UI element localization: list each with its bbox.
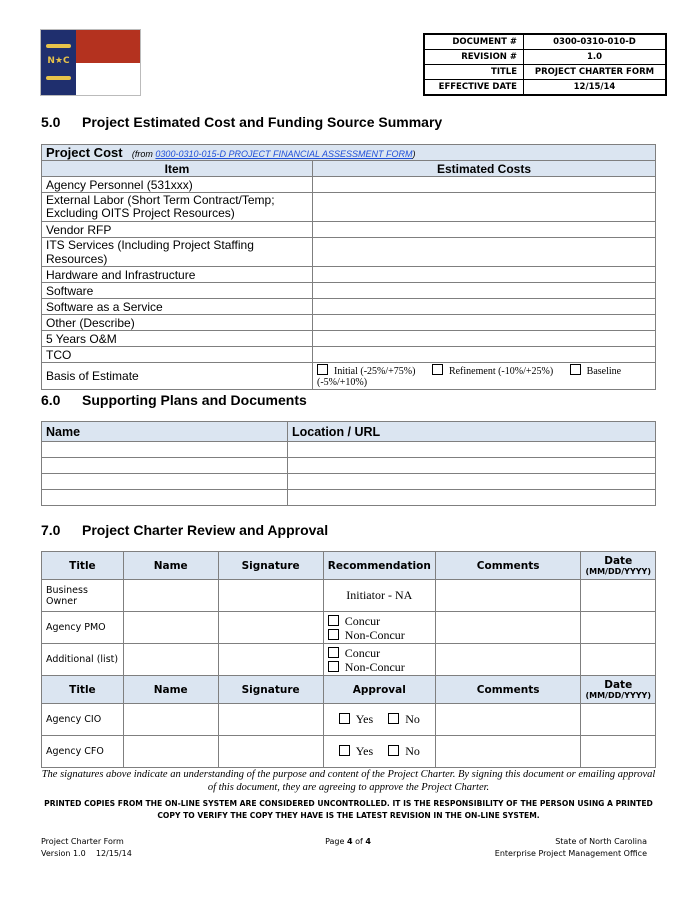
- effective-date-value: 12/15/14: [524, 80, 667, 96]
- review-approval-table: [41, 551, 656, 768]
- section-5-heading: 5.0 Project Estimated Cost and Funding Source Summary: [41, 114, 443, 130]
- date-cell[interactable]: [581, 612, 656, 644]
- date-cell[interactable]: [581, 644, 656, 676]
- location-url-column-header: Location / URL: [288, 422, 656, 442]
- plan-location-cell[interactable]: [288, 474, 656, 490]
- comments-column-header: Comments: [435, 676, 581, 704]
- table-row: [42, 458, 656, 474]
- comments-cell[interactable]: [435, 644, 581, 676]
- title-column-header: Title: [42, 676, 124, 704]
- cost-input-cell[interactable]: [313, 315, 656, 331]
- plan-name-cell[interactable]: [42, 490, 288, 506]
- cost-input-cell[interactable]: [313, 222, 656, 238]
- table-row: Agency CFO Yes No: [42, 736, 656, 768]
- footer-office: Enterprise Project Management Office: [494, 849, 647, 858]
- footer-form-name: Project Charter Form: [41, 837, 124, 846]
- comments-cell[interactable]: [435, 612, 581, 644]
- supporting-plans-table: [41, 421, 656, 506]
- table-row: Software: [42, 283, 656, 299]
- table-row: 5 Years O&M: [42, 331, 656, 347]
- date-cell[interactable]: [581, 580, 656, 612]
- yes-checkbox[interactable]: [339, 713, 350, 724]
- plan-location-cell[interactable]: [288, 458, 656, 474]
- comments-cell[interactable]: [435, 580, 581, 612]
- cost-input-cell[interactable]: [313, 347, 656, 363]
- name-column-header: Name: [42, 422, 288, 442]
- concur-checkbox[interactable]: [328, 647, 339, 658]
- non-concur-checkbox[interactable]: [328, 629, 339, 640]
- cost-input-cell[interactable]: [313, 193, 656, 222]
- footer-version: Version 1.0 12/15/14: [41, 849, 132, 858]
- table-row: External Labor (Short Term Contract/Temp; Excluding OITS Project Resources): [42, 193, 656, 222]
- table-row: Software as a Service: [42, 299, 656, 315]
- project-cost-table: [41, 144, 656, 390]
- table-row: ITS Services (Including Project Staffing Resources): [42, 238, 656, 267]
- table-row: [42, 490, 656, 506]
- approval-column-header: Approval: [323, 676, 435, 704]
- baseline-option-label: Baseline (-5%/+10%): [317, 366, 622, 388]
- signature-cell[interactable]: [218, 644, 323, 676]
- signature-cell[interactable]: [218, 736, 323, 768]
- name-column-header: Name: [123, 552, 218, 580]
- signature-note: The signatures above indicate an understanding of the purpose and content of the Project Charter. By signing this document or emailing approval of this document, they are agreeing to approve the Project Charter.: [41, 769, 656, 793]
- estimated-costs-column-header: Estimated Costs: [313, 161, 656, 177]
- project-cost-title: Project Cost: [46, 145, 123, 160]
- table-row: Business Owner Initiator - NA: [42, 580, 656, 612]
- comments-cell[interactable]: [435, 704, 581, 736]
- table-row: [42, 442, 656, 458]
- basis-of-estimate-row: [42, 363, 656, 390]
- name-cell[interactable]: [123, 612, 218, 644]
- effective-date-label: EFFECTIVE DATE: [424, 80, 524, 96]
- cost-input-cell[interactable]: [313, 299, 656, 315]
- date-cell[interactable]: [581, 736, 656, 768]
- initial-option-label: Initial (-25%/+75%): [334, 366, 416, 377]
- uncontrolled-copy-warning: PRINTED COPIES FROM THE ON-LINE SYSTEM ARE CONSIDERED UNCONTROLLED. IT IS THE RESPONSIBILITY OF THE PERSON USING A PRINTED COPY TO VERIFY THE COPY THEY HAVE IS THE LATEST REVISION IN THE ON-LINE SYSTEM.: [44, 799, 653, 820]
- plan-location-cell[interactable]: [288, 442, 656, 458]
- table-row: Vendor RFP: [42, 222, 656, 238]
- revision-label: REVISION #: [424, 50, 524, 65]
- table-row: Other (Describe): [42, 315, 656, 331]
- section-7-heading: 7.0 Project Charter Review and Approval: [41, 522, 329, 538]
- no-checkbox[interactable]: [388, 713, 399, 724]
- table-row: [42, 474, 656, 490]
- no-checkbox[interactable]: [388, 745, 399, 756]
- cost-source-ref: (from 0300-0310-015-D PROJECT FINANCIAL ASSESSMENT FORM): [131, 149, 416, 159]
- table-row: Agency Personnel (531xxx): [42, 177, 656, 193]
- concur-checkbox[interactable]: [328, 615, 339, 626]
- item-column-header: Item: [42, 161, 313, 177]
- date-cell[interactable]: [581, 704, 656, 736]
- comments-column-header: Comments: [435, 552, 581, 580]
- cost-input-cell[interactable]: [313, 177, 656, 193]
- title-label: TITLE: [424, 65, 524, 80]
- basis-of-estimate-label: Basis of Estimate: [42, 363, 313, 390]
- signature-cell[interactable]: [218, 580, 323, 612]
- document-info-table: [423, 33, 667, 96]
- baseline-checkbox[interactable]: [570, 364, 581, 375]
- cost-input-cell[interactable]: [313, 331, 656, 347]
- footer-left: [41, 836, 132, 860]
- table-row: Hardware and Infrastructure: [42, 267, 656, 283]
- plan-location-cell[interactable]: [288, 490, 656, 506]
- nc-flag-letters: N★C: [47, 56, 70, 66]
- yes-checkbox[interactable]: [339, 745, 350, 756]
- comments-cell[interactable]: [435, 736, 581, 768]
- cost-input-cell[interactable]: [313, 238, 656, 267]
- signature-column-header: Signature: [218, 552, 323, 580]
- recommendation-column-header: Recommendation: [323, 552, 435, 580]
- plan-name-cell[interactable]: [42, 474, 288, 490]
- date-column-header: Date (MM/DD/YYYY): [581, 552, 656, 580]
- plan-name-cell[interactable]: [42, 442, 288, 458]
- refinement-option-label: Refinement (-10%/+25%): [448, 366, 554, 377]
- non-concur-checkbox[interactable]: [328, 661, 339, 672]
- financial-assessment-form-link[interactable]: 0300-0310-015-D PROJECT FINANCIAL ASSESSMENT FORM: [155, 149, 413, 159]
- doc-number-value: 0300-0310-010-D: [524, 34, 667, 50]
- footer-state: State of North Carolina: [555, 837, 647, 846]
- page-number: Page 4 of 4: [325, 837, 371, 846]
- initial-checkbox[interactable]: [317, 364, 328, 375]
- plan-name-cell[interactable]: [42, 458, 288, 474]
- doc-number-label: DOCUMENT #: [424, 34, 524, 50]
- name-column-header: Name: [123, 676, 218, 704]
- name-cell[interactable]: [123, 580, 218, 612]
- name-cell[interactable]: [123, 736, 218, 768]
- cost-input-cell[interactable]: [313, 283, 656, 299]
- revision-value: 1.0: [524, 50, 667, 65]
- section-6-heading: 6.0 Supporting Plans and Documents: [41, 392, 307, 408]
- initiator-na: Initiator - NA: [323, 580, 435, 612]
- footer-right: [440, 836, 647, 860]
- table-row: Agency PMO Concur Non-Concur: [42, 612, 656, 644]
- table-row: Additional (list) Concur Non-Concur: [42, 644, 656, 676]
- nc-flag-logo: [40, 29, 141, 96]
- date-column-header: Date (MM/DD/YYYY): [581, 676, 656, 704]
- table-row: TCO: [42, 347, 656, 363]
- signature-column-header: Signature: [218, 676, 323, 704]
- title-value: PROJECT CHARTER FORM: [524, 65, 667, 80]
- refinement-checkbox[interactable]: [432, 364, 443, 375]
- name-cell[interactable]: [123, 704, 218, 736]
- name-cell[interactable]: [123, 644, 218, 676]
- table-row: Agency CIO Yes No: [42, 704, 656, 736]
- title-column-header: Title: [42, 552, 124, 580]
- cost-input-cell[interactable]: [313, 267, 656, 283]
- signature-cell[interactable]: [218, 704, 323, 736]
- signature-cell[interactable]: [218, 612, 323, 644]
